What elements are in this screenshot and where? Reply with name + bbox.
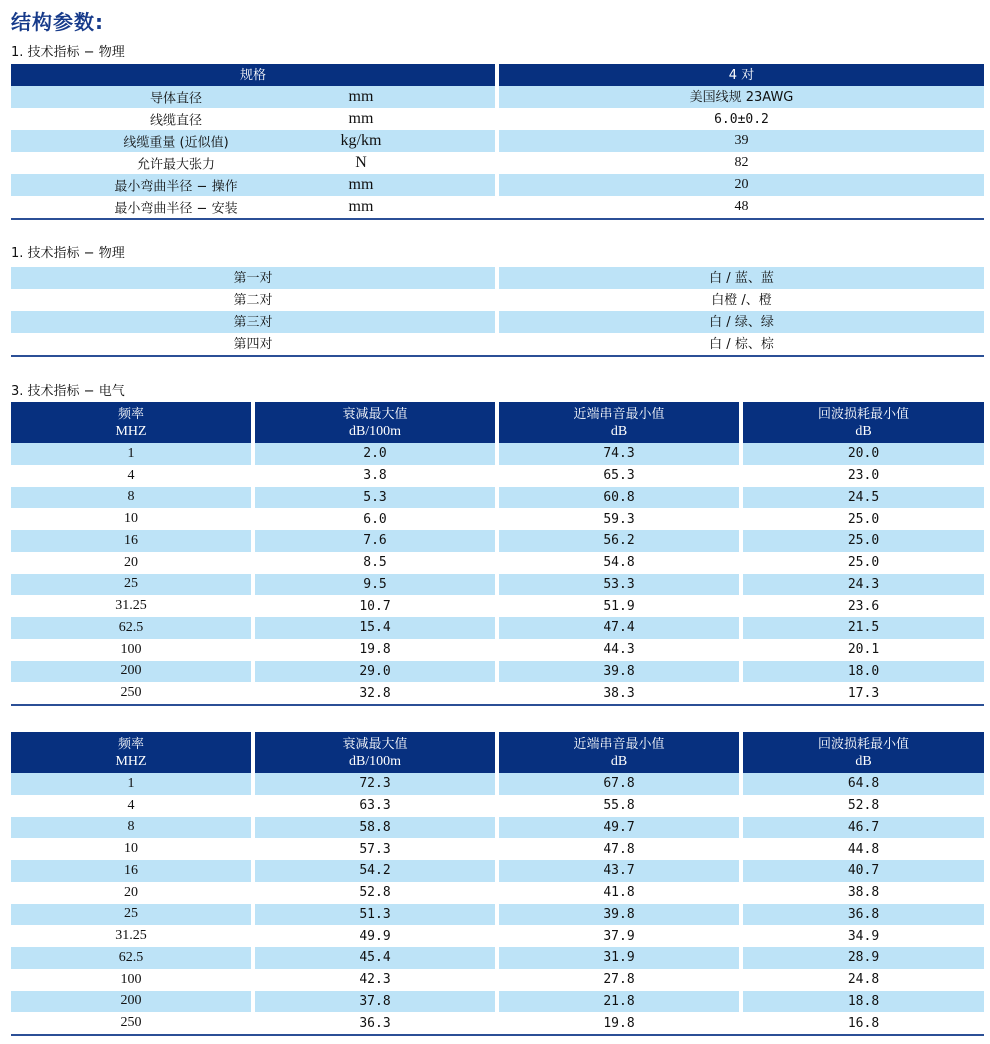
column-header-unit: MHZ [115,753,147,769]
electrical-table-2 [11,732,984,1036]
value-cell: 44.3 [603,642,635,658]
table-row [11,838,984,860]
value-cell: 63.3 [359,798,391,814]
row-value: 6.0±0.2 [714,111,769,127]
row-label: 导体直径 [149,91,202,107]
value-cell: 64.8 [743,773,984,795]
column-header-unit: dB/100m [348,753,402,769]
value-cell: 51.3 [255,904,495,926]
value-cell: 54.2 [255,860,495,882]
column-header-name: 衰减最大值 [342,736,408,752]
value-cell: 29.0 [255,661,495,683]
value-cell: 6.0 [363,511,387,527]
value-cell: 51.9 [603,598,635,614]
value-cell: 39.8 [499,661,739,683]
frequency-cell: 25 [11,904,251,926]
value-cell: 15.4 [255,617,495,639]
value-cell: 49.9 [359,928,391,944]
frequency-cell: 8 [11,487,251,509]
value-cell: 55.8 [603,798,635,814]
value-cell: 20.0 [743,443,984,465]
row-unit: N [355,154,367,171]
value-cell: 18.0 [743,661,984,683]
column-header-name: 近端串音最小值 [573,406,665,422]
value-cell: 20.1 [847,642,880,658]
table-row [11,108,984,130]
column-header-name: 频率 [117,406,144,422]
frequency-cell: 100 [120,971,142,987]
table-row [11,552,984,574]
column-header [743,732,984,773]
table-row [11,333,984,355]
row-label: 允许最大张力 [136,157,215,173]
value-cell: 28.9 [743,947,984,969]
frequency-cell: 25 [11,574,251,596]
row-label: 最小弯曲半径 − 操作 [114,179,238,195]
value-cell: 9.5 [255,574,495,596]
value-cell: 74.3 [499,443,739,465]
value-cell: 25.0 [743,530,984,552]
value-cell: 46.7 [743,817,984,839]
frequency-cell: 100 [120,641,142,657]
value-cell: 19.8 [359,642,391,658]
column-header [11,402,251,443]
value-cell: 38.3 [603,685,635,701]
row-label: 线缆直径 [149,113,202,129]
table-row [11,969,984,991]
table-row [11,530,984,552]
value-cell: 34.9 [847,928,880,944]
value-cell: 27.8 [603,972,635,988]
column-header-unit: dB [610,753,628,769]
value-cell: 42.3 [359,972,391,988]
row-value: 39 [499,130,984,152]
table-row [11,487,984,509]
row-unit: mm [348,176,374,193]
value-cell: 45.4 [255,947,495,969]
table-row [11,661,984,683]
column-header-name: 近端串音最小值 [573,736,665,752]
value-cell: 49.7 [499,817,739,839]
frequency-cell: 1 [11,443,251,465]
table-bottom-rule [11,704,984,706]
value-cell: 16.8 [847,1015,880,1031]
table-row [11,1012,984,1034]
column-header-name: 衰减最大值 [342,406,408,422]
row-label: 线缆重量 (近似值) [123,135,229,151]
table-row [11,882,984,904]
value-cell: 23.0 [847,468,880,484]
value-cell: 47.4 [499,617,739,639]
value-cell: 41.8 [603,885,635,901]
header-spec: 规格 [11,64,495,86]
column-header-name: 频率 [117,736,144,752]
value-cell: 8.5 [363,555,387,571]
value-cell: 25.0 [847,555,880,571]
value-cell: 37.8 [255,991,495,1013]
row-label: 最小弯曲半径 − 安装 [114,201,238,217]
value-cell: 25.0 [847,511,880,527]
frequency-cell: 31.25 [115,598,147,614]
table-row [11,904,984,926]
pair-color: 白 / 棕、棕 [709,336,774,352]
value-cell: 60.8 [499,487,739,509]
table-header-row [11,64,984,86]
value-cell: 31.9 [499,947,739,969]
table-row [11,152,984,174]
pair-color: 白橙 /、橙 [711,292,772,308]
value-cell: 2.0 [255,443,495,465]
row-value: 82 [734,155,749,170]
table-row [11,773,984,795]
table-row [11,174,984,196]
table-row [11,443,984,465]
value-cell: 58.8 [255,817,495,839]
row-unit: mm [348,110,374,127]
value-cell: 52.8 [847,798,880,814]
table-row [11,86,984,108]
value-cell: 57.3 [359,841,391,857]
table-row [11,311,984,333]
frequency-cell: 4 [127,467,135,483]
page-title: 结构参数: [11,10,104,34]
frequency-cell: 250 [120,685,142,701]
table-bottom-rule [11,1034,984,1036]
table-row [11,947,984,969]
value-cell: 59.3 [603,511,635,527]
value-cell: 24.5 [743,487,984,509]
table-row [11,595,984,617]
column-header [499,402,739,443]
value-cell: 19.8 [603,1015,635,1031]
row-value: 美国线规 23AWG [499,86,984,108]
pair-name: 第三对 [11,311,495,333]
value-cell: 37.9 [603,928,635,944]
frequency-cell: 20 [124,884,138,900]
frequency-cell: 250 [120,1015,142,1031]
section-title-physical: 1. 技术指标 − 物理 [11,45,125,60]
value-cell: 52.8 [359,885,391,901]
frequency-cell: 62.5 [11,947,251,969]
pair-name: 第四对 [233,336,273,352]
table-row [11,639,984,661]
value-cell: 47.8 [603,841,635,857]
frequency-cell: 16 [11,530,251,552]
value-cell: 5.3 [255,487,495,509]
row-unit: kg/km [340,132,382,149]
frequency-cell: 200 [11,991,251,1013]
section-title-electrical: 3. 技术指标 − 电气 [11,384,125,399]
column-header-unit: dB [855,753,872,769]
column-header-name: 回波损耗最小值 [817,406,909,422]
table-row [11,289,984,311]
frequency-cell: 1 [11,773,251,795]
column-header [255,732,495,773]
table-row [11,508,984,530]
value-cell: 7.6 [255,530,495,552]
frequency-cell: 10 [124,511,138,527]
physical-spec-table [11,64,984,220]
table-row [11,817,984,839]
pair-name: 第二对 [233,292,273,308]
table-header-row [11,732,984,773]
table-row [11,860,984,882]
value-cell: 36.3 [359,1015,391,1031]
value-cell: 21.8 [499,991,739,1013]
section-title-pairs: 1. 技术指标 − 物理 [11,246,125,261]
value-cell: 10.7 [359,598,391,614]
column-header-name: 回波损耗最小值 [817,736,909,752]
value-cell: 44.8 [847,841,880,857]
row-value: 20 [499,174,984,196]
pair-name: 第一对 [11,267,495,289]
value-cell: 23.6 [847,598,880,614]
column-header-unit: dB [855,423,872,439]
value-cell: 39.8 [499,904,739,926]
value-cell: 18.8 [743,991,984,1013]
table-row [11,196,984,218]
pair-color-table [11,267,984,357]
value-cell: 38.8 [847,885,880,901]
frequency-cell: 4 [127,797,135,813]
row-unit: mm [348,88,374,105]
table-row [11,130,984,152]
frequency-cell: 16 [11,860,251,882]
table-header-row [11,402,984,443]
row-value: 48 [734,199,749,214]
value-cell: 36.8 [743,904,984,926]
frequency-cell: 8 [11,817,251,839]
table-row [11,991,984,1013]
table-row [11,465,984,487]
value-cell: 72.3 [255,773,495,795]
column-header [499,732,739,773]
value-cell: 3.8 [363,468,387,484]
column-header-unit: dB [610,423,628,439]
column-header-unit: MHZ [115,423,147,439]
table-row [11,795,984,817]
pair-color: 白 / 绿、绿 [499,311,984,333]
column-header [743,402,984,443]
value-cell: 40.7 [743,860,984,882]
value-cell: 17.3 [847,685,880,701]
frequency-cell: 31.25 [115,928,147,944]
value-cell: 24.8 [847,972,880,988]
column-header [255,402,495,443]
header-value: 4 对 [499,64,984,86]
value-cell: 21.5 [743,617,984,639]
value-cell: 54.8 [603,555,635,571]
column-header-unit: dB/100m [348,423,402,439]
pair-color: 白 / 蓝、蓝 [499,267,984,289]
frequency-cell: 62.5 [11,617,251,639]
value-cell: 53.3 [499,574,739,596]
column-header [11,732,251,773]
value-cell: 65.3 [603,468,635,484]
table-row [11,617,984,639]
value-cell: 67.8 [499,773,739,795]
value-cell: 24.3 [743,574,984,596]
frequency-cell: 10 [124,841,138,857]
table-bottom-rule [11,355,984,357]
table-row [11,574,984,596]
table-row [11,925,984,947]
frequency-cell: 200 [11,661,251,683]
electrical-table-1 [11,402,984,706]
value-cell: 43.7 [499,860,739,882]
row-unit: mm [348,198,374,215]
table-row [11,267,984,289]
table-row [11,682,984,704]
value-cell: 56.2 [499,530,739,552]
value-cell: 32.8 [359,685,391,701]
frequency-cell: 20 [124,554,138,570]
table-bottom-rule [11,218,984,220]
